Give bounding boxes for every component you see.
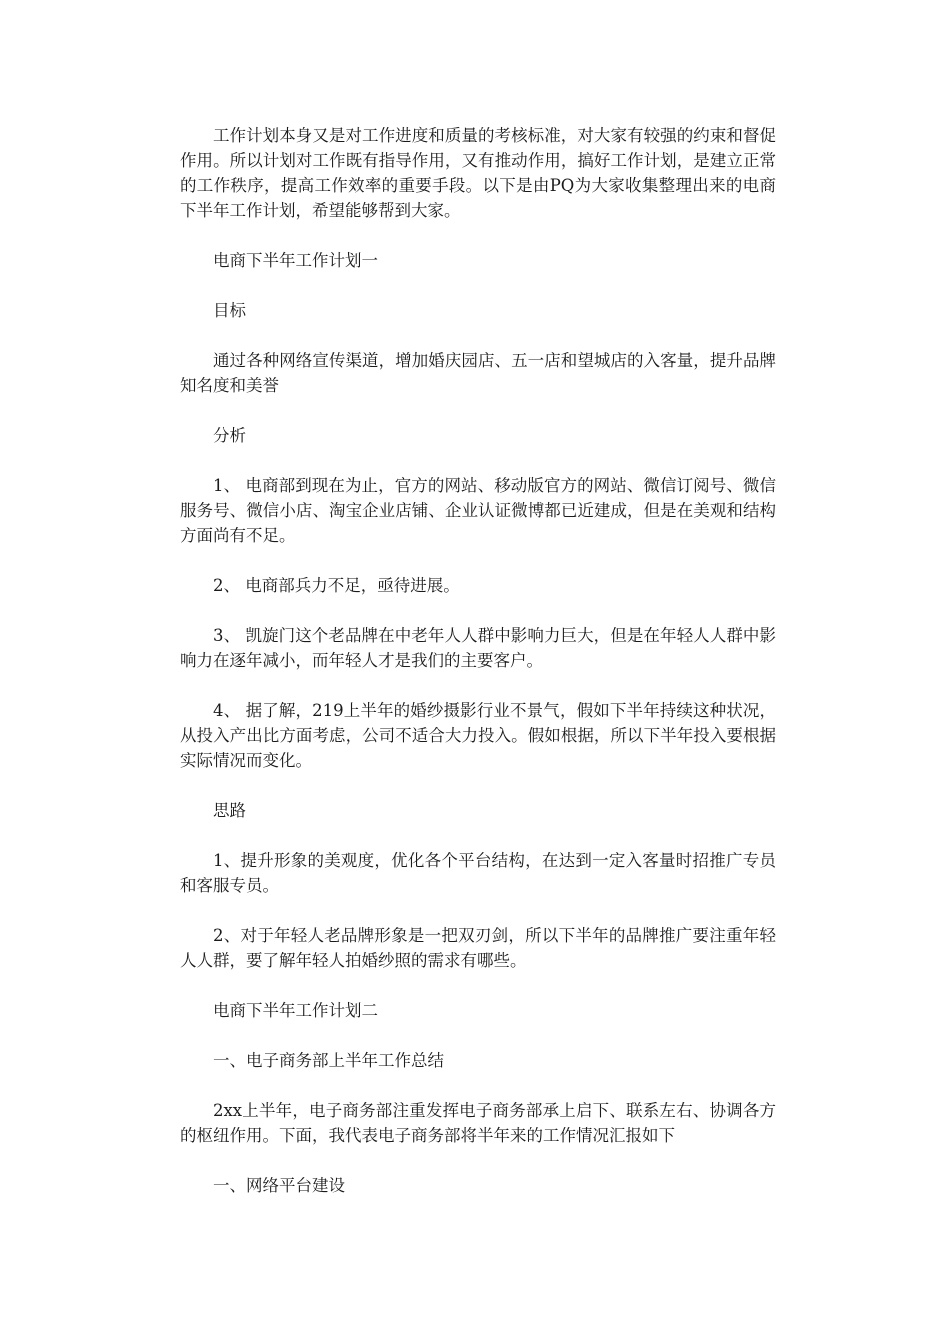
summary-paragraph: 2xx上半年，电子商务部注重发挥电子商务部承上启下、联系左右、协调各方的枢纽作用。下面，我代表电子商务部将半年来的工作情况汇报如下 xyxy=(180,1101,776,1145)
subheading-summary: 一、电子商务部上半年工作总结 xyxy=(213,1051,444,1070)
approach-item-2: 2、对于年轻人老品牌形象是一把双刃剑，所以下半年的品牌推广要注重年轻人人群，要了解年轻人拍婚纱照的需求有哪些。 xyxy=(180,926,776,970)
intro-paragraph: 工作计划本身又是对工作进度和质量的考核标准，对大家有较强的约束和督促作用。所以计划对工作既有指导作用，又有推动作用，搞好工作计划，是建立正常的工作秩序，提高工作效率的重要手段。以下是由PQ为大家收集整理出来的电商下半年工作计划，希望能够帮到大家。 xyxy=(180,126,776,220)
goal-paragraph: 通过各种网络宣传渠道，增加婚庆园店、五一店和望城店的入客量，提升品牌知名度和美誉 xyxy=(180,351,776,395)
section-heading-plan-two: 电商下半年工作计划二 xyxy=(213,1001,378,1020)
analysis-item-1: 1、 电商部到现在为止，官方的网站、移动版官方的网站、微信订阅号、微信服务号、微信小店、淘宝企业店铺、企业认证微博都已近建成，但是在美观和结构方面尚有不足。 xyxy=(180,476,776,545)
analysis-item-4: 4、 据了解，219上半年的婚纱摄影行业不景气，假如下半年持续这种状况，从投入产出比方面考虑，公司不适合大力投入。假如根据，所以下半年投入要根据实际情况而变化。 xyxy=(180,701,776,770)
subheading-platform: 一、网络平台建设 xyxy=(213,1176,345,1195)
document-body xyxy=(180,123,776,1223)
analysis-item-2: 2、 电商部兵力不足，亟待进展。 xyxy=(213,576,460,595)
section-heading-plan-one: 电商下半年工作计划一 xyxy=(213,251,378,270)
subheading-approach: 思路 xyxy=(213,801,246,820)
approach-item-1: 1、提升形象的美观度，优化各个平台结构，在达到一定入客量时招推广专员和客服专员。 xyxy=(180,851,776,895)
subheading-goal: 目标 xyxy=(213,301,246,320)
analysis-item-3: 3、 凯旋门这个老品牌在中老年人人群中影响力巨大，但是在年轻人人群中影响力在逐年减小，而年轻人才是我们的主要客户。 xyxy=(180,626,776,670)
subheading-analysis: 分析 xyxy=(213,426,246,445)
